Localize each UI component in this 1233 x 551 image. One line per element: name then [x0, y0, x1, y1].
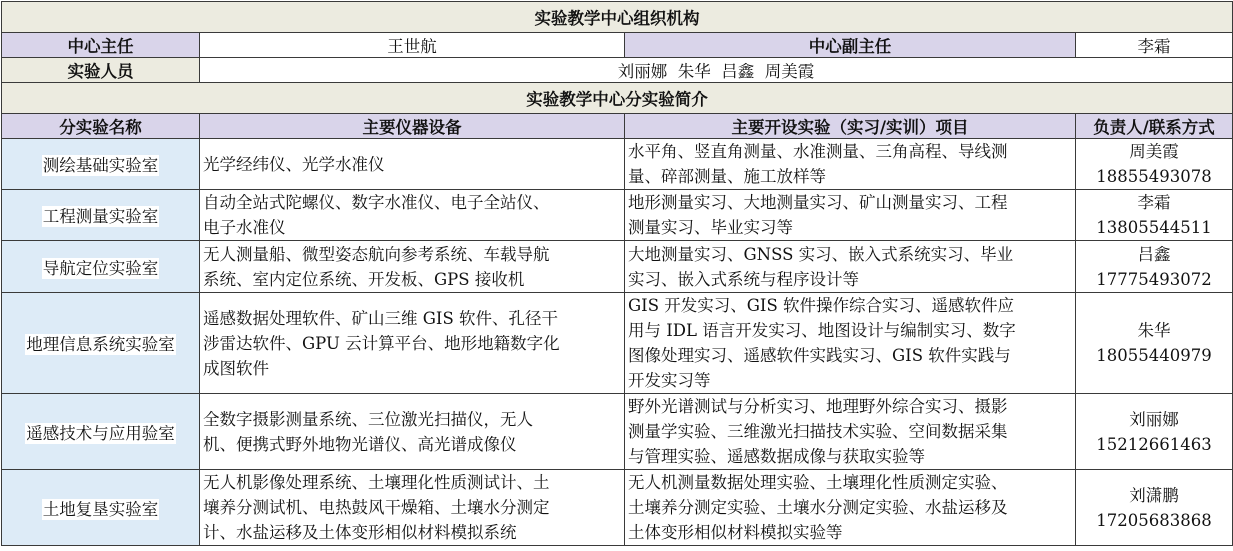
equipment-cell-line: 自动全站式陀螺仪、数字水准仪、电子全站仪、 — [203, 193, 550, 212]
lab-name: 土地复垦实验室 — [42, 499, 159, 519]
lab-name: 导航定位实验室 — [42, 258, 159, 278]
organization-table — [1, 1, 1233, 546]
projects-cell — [625, 241, 1076, 293]
lab-name-cell — [2, 293, 200, 394]
contact-phone: 18055440979 — [1096, 346, 1212, 365]
lab-name-cell — [2, 394, 200, 470]
lab-name: 遥感技术与应用验室 — [26, 423, 175, 443]
contact-phone: 15212661463 — [1096, 434, 1212, 454]
equipment-cell-line: 系统、室内定位系统、开发板、GPS 接收机 — [203, 269, 525, 289]
projects-cell — [625, 190, 1076, 241]
contact-cell — [1076, 241, 1233, 293]
equipment-cell-line: 光学经纬仪、光学水准仪 — [203, 154, 385, 174]
lab-name-cell — [2, 241, 200, 293]
column-header: 主要仪器设备 — [200, 114, 625, 139]
lab-rows — [2, 139, 1233, 546]
projects-cell-line: 大地测量实习、GNSS 实习、嵌入式系统实习、毕业 — [628, 244, 1014, 264]
projects-cell-line: 开发实习等 — [628, 371, 711, 390]
projects-cell-line: 水平角、竖直角测量、水准测量、三角高程、导线测 — [628, 142, 1008, 161]
equipment-cell-line: 成图软件 — [203, 358, 269, 378]
deputy-name: 李霜 — [1076, 33, 1233, 58]
deputy-label: 中心副主任 — [625, 33, 1076, 58]
equipment-cell-line: 全数字摄影测量系统、三位激光扫描仪，无人 — [203, 409, 533, 429]
projects-cell-line: 地形测量实习、大地测量实习、矿山测量实习、工程 — [628, 193, 1008, 212]
equipment-cell — [200, 470, 625, 546]
lab-name: 测绘基础实验室 — [42, 156, 159, 175]
table-row — [2, 470, 1233, 546]
projects-cell-line: 用与 IDL 语言开发实习、地图设计与编制实习、数字 — [628, 321, 1016, 340]
projects-cell — [625, 293, 1076, 394]
contact-person: 吕鑫 — [1137, 244, 1171, 264]
equipment-cell — [200, 139, 625, 190]
table-title: 实验教学中心组织机构 — [2, 2, 1233, 33]
lab-name-cell — [2, 139, 200, 190]
projects-cell-line: 测量实习、毕业实习等 — [628, 218, 793, 237]
projects-cell-line: 野外光谱测试与分析实习、地理野外综合实习、摄影 — [628, 397, 1008, 416]
lab-name: 地理信息系统实验室 — [26, 335, 175, 354]
equipment-cell — [200, 190, 625, 241]
projects-cell-line: 土壤养分测定实验、土壤水分测定实验、水盐运移及 — [628, 498, 1008, 517]
equipment-cell — [200, 293, 625, 394]
table-row — [2, 241, 1233, 293]
contact-phone: 17775493072 — [1096, 269, 1212, 289]
column-header: 分实验名称 — [2, 114, 200, 139]
projects-cell-line: 实习、嵌入式系统与程序设计等 — [628, 269, 859, 289]
table-row — [2, 293, 1233, 394]
equipment-cell-line: 壤养分测试机、电热鼓风干燥箱、土壤水分测定 — [203, 498, 550, 517]
equipment-cell-line: 计、水盐运移及土体变形相似材料模拟系统 — [203, 523, 517, 542]
contact-person: 刘丽娜 — [1129, 409, 1179, 429]
contact-cell — [1076, 470, 1233, 546]
projects-cell-line: 与管理实验、遥感数据成像与获取实验等 — [628, 447, 925, 466]
contact-person: 朱华 — [1137, 321, 1171, 340]
equipment-cell-line: 无人测量船、微型姿态航向参考系统、车载导航 — [203, 244, 550, 264]
table-row — [2, 190, 1233, 241]
contact-person: 周美霞 — [1129, 142, 1179, 161]
lab-name: 工程测量实验室 — [42, 207, 159, 226]
column-header: 主要开设实验（实习/实训）项目 — [625, 114, 1076, 139]
director-label: 中心主任 — [2, 33, 200, 58]
column-header: 负责人/联系方式 — [1076, 114, 1233, 139]
director-name: 王世航 — [200, 33, 625, 58]
projects-cell-line: 量、碎部测量、施工放样等 — [628, 167, 826, 186]
projects-cell — [625, 470, 1076, 546]
projects-cell-line: 图像处理实习、遥感软件实践实习、GIS 软件实践与 — [628, 346, 1011, 365]
equipment-cell-line: 遥感数据处理软件、矿山三维 GIS 软件、孔径干 — [203, 308, 558, 328]
contact-person: 李霜 — [1137, 193, 1171, 212]
contact-cell — [1076, 394, 1233, 470]
equipment-cell-line: 电子水准仪 — [203, 218, 286, 237]
staff-label: 实验人员 — [2, 58, 200, 83]
contact-person: 刘潇鹏 — [1129, 485, 1179, 505]
contact-phone: 18855493078 — [1096, 167, 1212, 186]
equipment-cell-line: 机、便携式野外地物光谱仪、高光谱成像仪 — [203, 434, 517, 454]
equipment-cell — [200, 394, 625, 470]
lab-name-cell — [2, 190, 200, 241]
equipment-cell-line: 涉雷达软件、GPU 云计算平台、地形地籍数字化 — [203, 333, 560, 353]
staff-names: 刘丽娜 朱华 吕鑫 周美霞 — [200, 58, 1233, 83]
projects-cell-line: GIS 开发实习、GIS 软件操作综合实习、遥感软件应 — [628, 296, 1014, 315]
equipment-cell — [200, 241, 625, 293]
equipment-cell-line: 无人机影像处理系统、土壤理化性质测试计、土 — [203, 473, 550, 492]
projects-cell-line: 测量学实验、三维激光扫描技术实验、空间数据采集 — [628, 422, 1008, 441]
section-subtitle: 实验教学中心分实验简介 — [2, 83, 1233, 114]
contact-phone: 13805544511 — [1096, 218, 1212, 237]
projects-cell — [625, 139, 1076, 190]
contact-cell — [1076, 139, 1233, 190]
projects-cell — [625, 394, 1076, 470]
projects-cell-line: 无人机测量数据处理实验、土壤理化性质测定实验、 — [628, 473, 1008, 492]
table-row — [2, 394, 1233, 470]
projects-cell-line: 土体变形相似材料模拟实验等 — [628, 523, 843, 542]
contact-phone: 17205683868 — [1096, 510, 1212, 530]
contact-cell — [1076, 190, 1233, 241]
lab-name-cell — [2, 470, 200, 546]
table-row — [2, 139, 1233, 190]
contact-cell — [1076, 293, 1233, 394]
